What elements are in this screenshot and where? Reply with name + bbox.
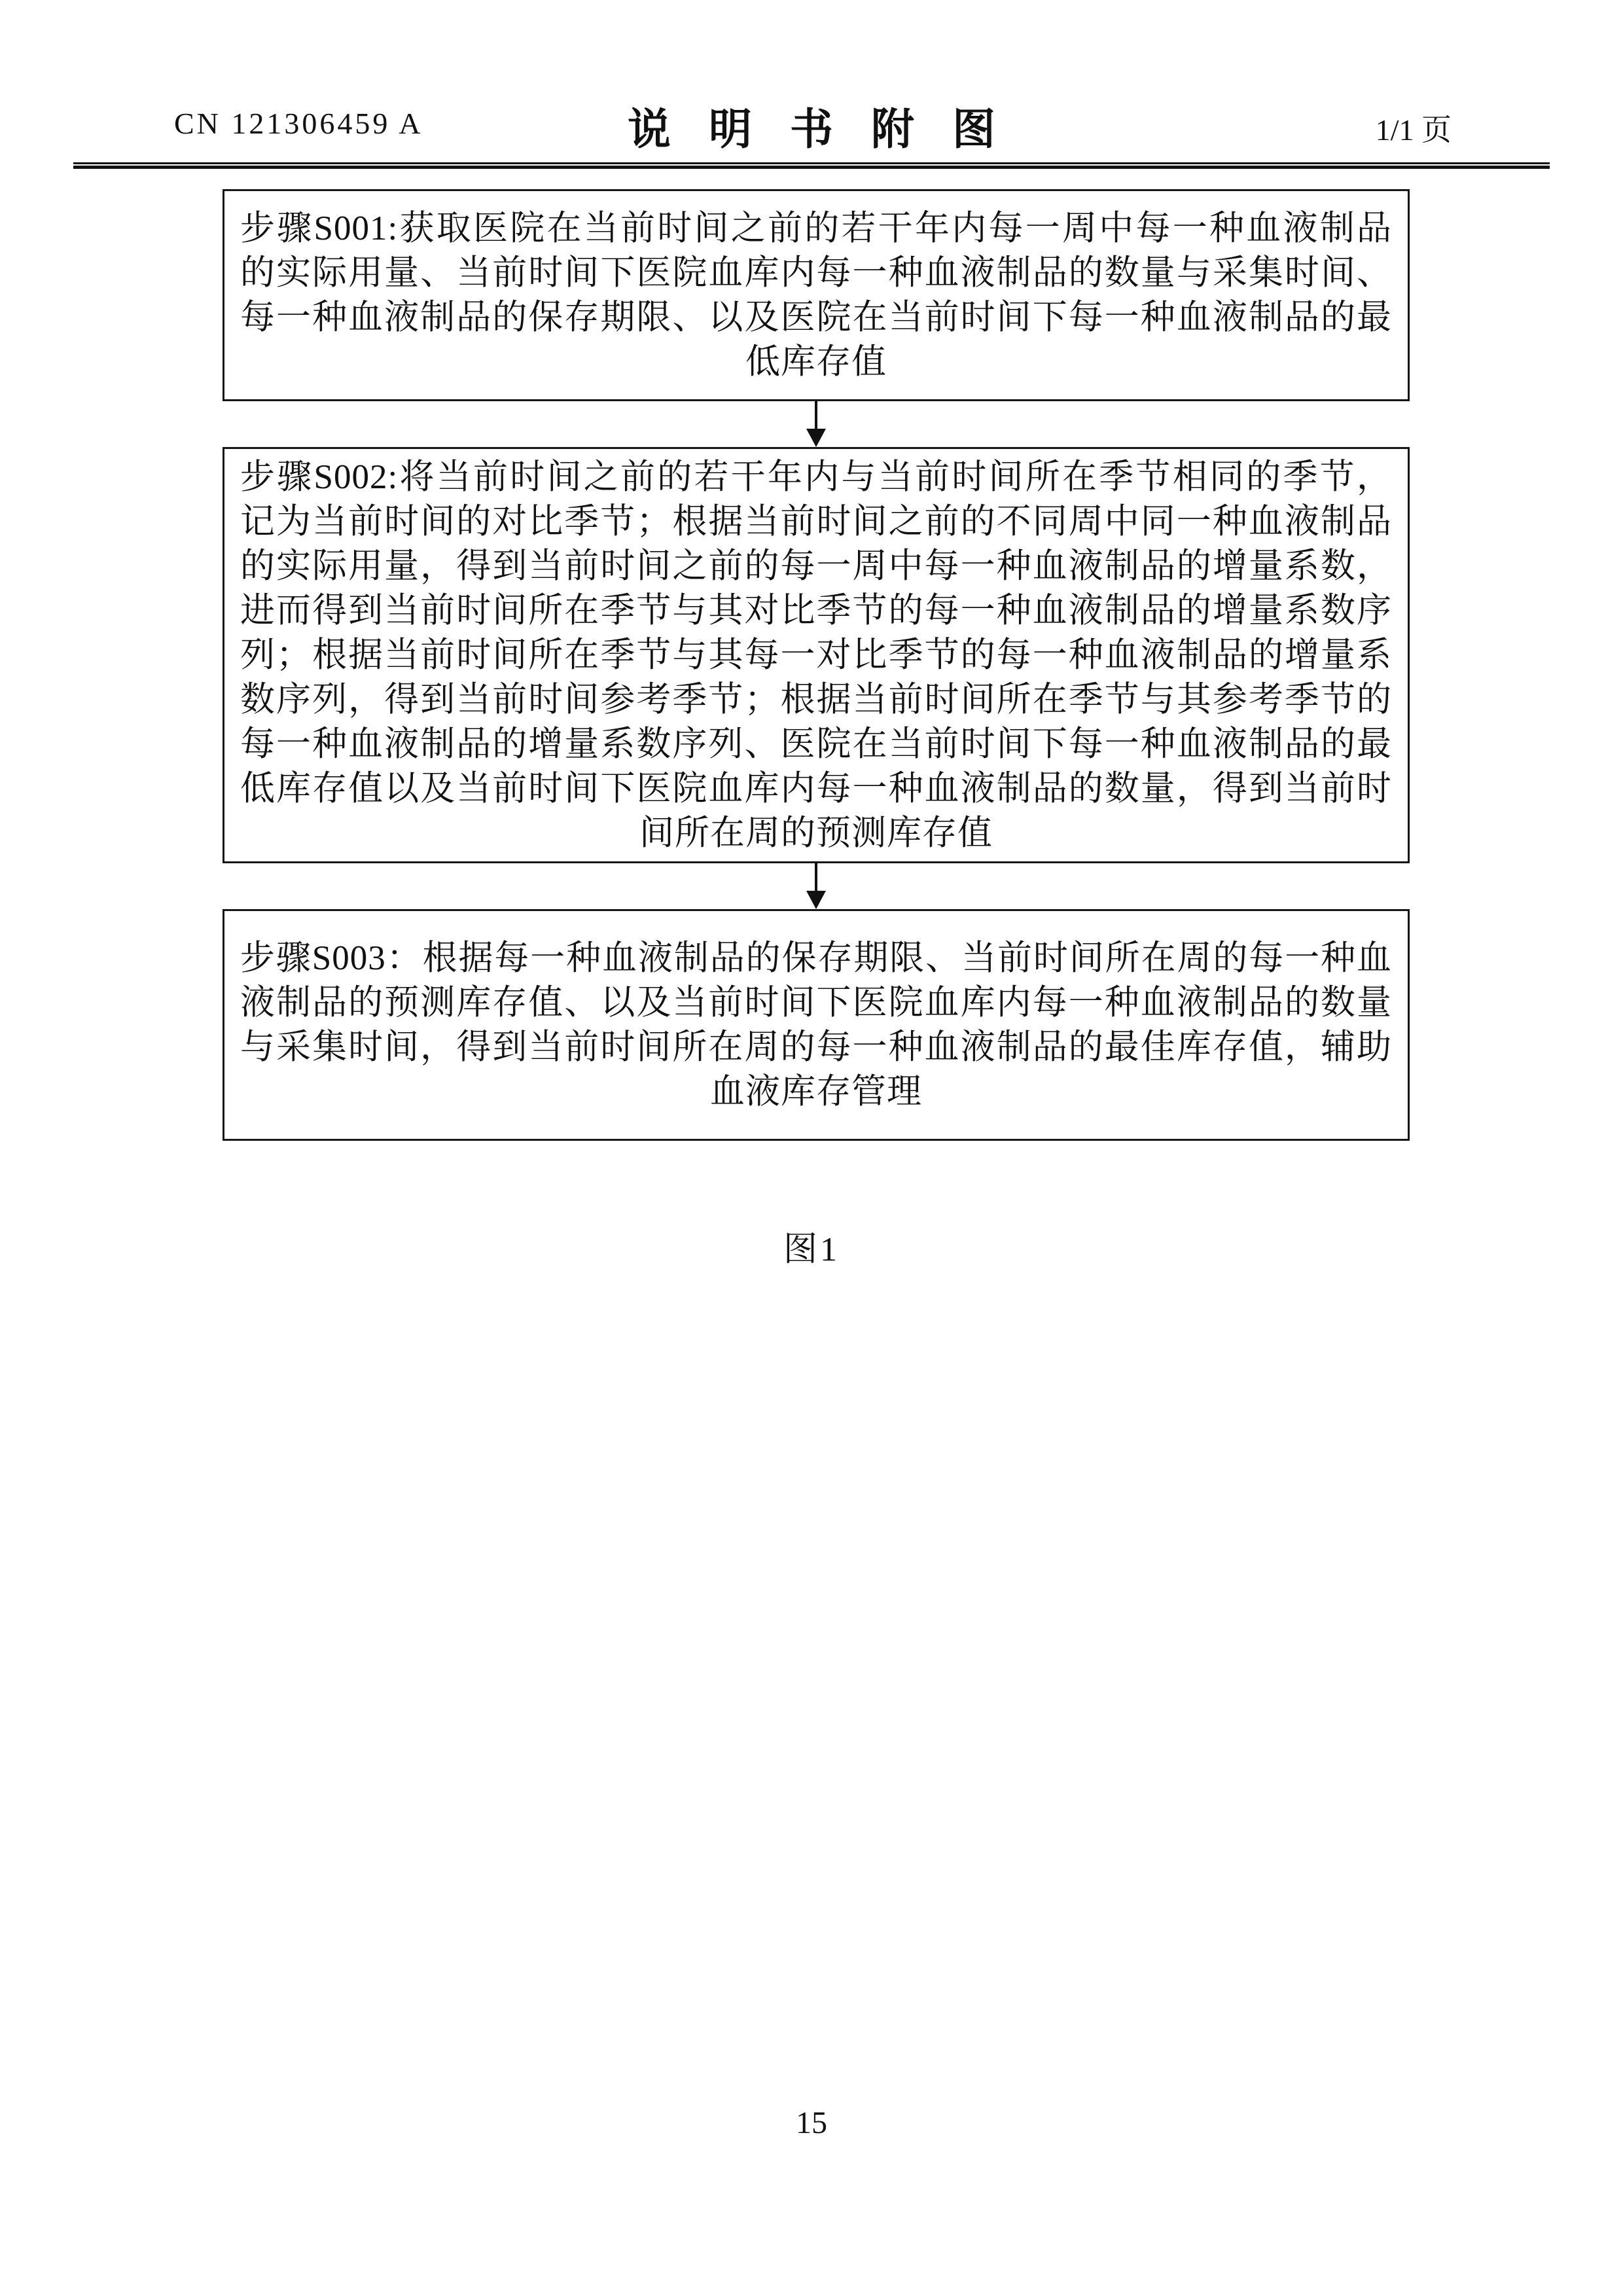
figure-caption: 图1	[783, 1231, 840, 1268]
step-text-line: 步骤S003：根据每一种血液制品的保存期限、当前时间所在周的每一种血	[240, 939, 1392, 977]
step-text-line: 与采集时间，得到当前时间所在周的每一种血液制品的最佳库存值，辅助	[240, 1028, 1392, 1066]
step-text-line: 进而得到当前时间所在季节与其对比季节的每一种血液制品的增量系数序	[240, 592, 1392, 630]
down-arrow-icon	[804, 401, 829, 447]
step-text-line: 间所在周的预测库存值	[639, 814, 993, 852]
step-text-line: 数序列，得到当前时间参考季节；根据当前时间所在季节与其参考季节的	[240, 681, 1392, 719]
header-divider	[73, 162, 1550, 169]
flowchart-step-box-s003	[223, 909, 1410, 1141]
arrow-head	[806, 429, 826, 447]
step-text-line: 每一种血液制品的增量系数序列、医院在当前时间下每一种血液制品的最	[240, 725, 1392, 763]
flowchart-step-box-s001	[223, 189, 1410, 401]
step-text-line: 步骤S002:将当前时间之前的若干年内与当前时间所在季节相同的季节，	[240, 458, 1392, 496]
step-text-line: 每一种血液制品的保存期限、以及医院在当前时间下每一种血液制品的最	[240, 298, 1392, 336]
arrow-shaft	[815, 401, 817, 429]
step-text-line: 记为当前时间的对比季节；根据当前时间之前的不同周中同一种血液制品	[240, 503, 1392, 541]
document-number: CN 121306459 A	[174, 107, 423, 140]
step-text-line: 的实际用量、当前时间下医院血库内每一种血液制品的数量与采集时间、	[240, 254, 1392, 292]
page-indicator: 1/1 页	[1375, 113, 1452, 147]
step-text-line: 低库存值以及当前时间下医院血库内每一种血液制品的数量，得到当前时	[240, 770, 1392, 808]
page-title: 说明书附图	[628, 106, 1033, 154]
step-text-line: 列；根据当前时间所在季节与其每一对比季节的每一种血液制品的增量系	[240, 636, 1392, 674]
step-text-line: 的实际用量，得到当前时间之前的每一周中每一种血液制品的增量系数，	[240, 547, 1392, 585]
arrow-head	[806, 891, 826, 909]
down-arrow-icon	[804, 863, 829, 909]
flowchart-step-box-s002	[223, 447, 1410, 863]
step-text-line: 血液库存管理	[710, 1073, 922, 1111]
step-text-line: 低库存值	[745, 343, 887, 381]
arrow-shaft	[815, 863, 817, 891]
step-text-line: 步骤S001:获取医院在当前时间之前的若干年内每一周中每一种血液制品	[240, 209, 1392, 247]
step-text-line: 液制品的预测库存值、以及当前时间下医院血库内每一种血液制品的数量	[240, 984, 1392, 1022]
page-number: 15	[796, 2106, 827, 2140]
